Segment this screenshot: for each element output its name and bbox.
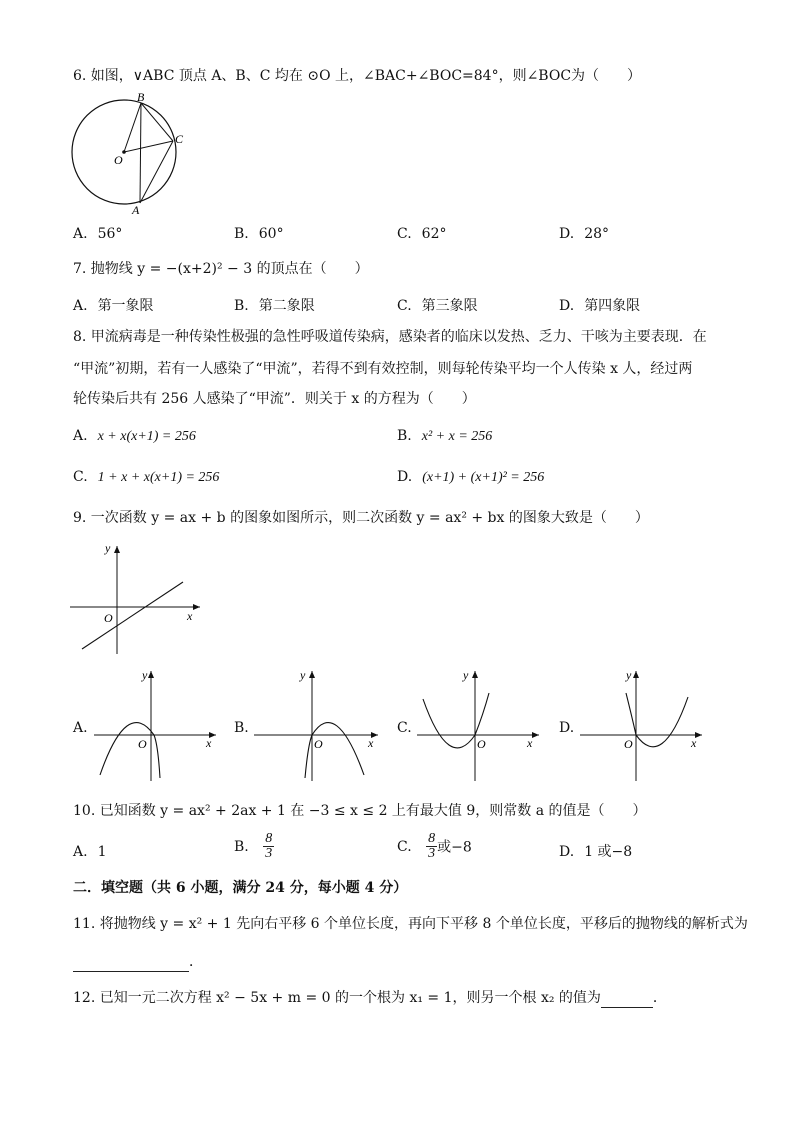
q8-option-d: D. (x+1) + (x+1)² = 256 <box>397 469 545 485</box>
x-label: x <box>691 736 697 750</box>
origin-label: O <box>104 611 113 625</box>
q10-option-d: D. 1 或−8 <box>559 844 633 860</box>
segment-ob <box>124 103 141 152</box>
q9-option-a-graph <box>90 665 220 783</box>
q7-option-d: D. 第四象限 <box>559 298 641 314</box>
q6-option-d: D. 28° <box>559 226 610 242</box>
y-label: y <box>142 668 148 682</box>
q7-stem: 7. 抛物线 y = −(x+2)² − 3 的顶点在（ ） <box>73 261 369 277</box>
q8-line-3: 轮传染后共有 256 人感染了“甲流”．则关于 x 的方程为（ ） <box>73 391 476 407</box>
q9-option-a-label: A. <box>73 720 88 736</box>
q11-answer-blank[interactable] <box>73 957 189 972</box>
label-c: C <box>175 132 184 146</box>
q8-option-c: C. 1 + x + x(x+1) = 256 <box>73 469 220 485</box>
q7-option-c: C. 第三象限 <box>397 298 478 314</box>
y-label: y <box>626 668 632 682</box>
q8-option-b: B. x² + x = 256 <box>397 428 493 444</box>
origin-label: O <box>477 737 486 751</box>
q10-option-b: B. $\frac{8}{3}$ <box>234 831 273 861</box>
x-label: x <box>368 736 374 750</box>
q7-option-b: B. 第二象限 <box>234 298 315 314</box>
label-b: B <box>137 90 145 104</box>
q6-option-b: B. 60° <box>234 226 284 242</box>
q11-stem: 11. 将抛物线 y = x² + 1 先向右平移 6 个单位长度，再向下平移 8 个单位长度，平移后的抛物线的解析式为 <box>73 916 748 932</box>
q9-option-c-label: C. <box>397 720 412 736</box>
label-o: O <box>114 153 123 167</box>
q8-line-1: 8. 甲流病毒是一种传染性极强的急性呼吸道传染病，感染者的临床以发热、乏力、干咳为主要表现．在 <box>73 329 707 345</box>
x-label: x <box>206 736 212 750</box>
q9-stem: 9. 一次函数 y = ax + b 的图象如图所示，则二次函数 y = ax² + bx 的图象大致是（ ） <box>73 510 649 526</box>
segment-ca <box>140 141 173 203</box>
q9-option-b-label: B. <box>234 720 249 736</box>
q10-option-a: A. 1 <box>73 844 107 860</box>
q9-option-d-label: D. <box>559 720 575 736</box>
q6-option-a: A. 56° <box>73 226 123 242</box>
q8-line-2: “甲流”初期，若有一人感染了“甲流”，若得不到有效控制，则每轮传染平均一个人传染 x 人，经过两 <box>73 361 693 377</box>
label-a: A <box>132 203 140 217</box>
q6-circle-figure <box>70 90 190 220</box>
q8-option-a: A. x + x(x+1) = 256 <box>73 428 196 444</box>
segment-oc <box>124 141 173 152</box>
section-2-title: 二．填空题（共 6 小题，满分 24 分，每小题 4 分） <box>73 880 408 896</box>
origin-label: O <box>138 737 147 751</box>
parabola-d <box>626 693 688 747</box>
q10-option-c: C. $\frac{8}{3}$ 或−8 <box>397 831 472 861</box>
q9-option-c-graph <box>413 665 543 783</box>
origin-label: O <box>314 737 323 751</box>
q9-linear-graph <box>66 540 206 658</box>
fraction-8-3: $\frac{8}{3}$ <box>265 831 273 861</box>
y-label: y <box>105 541 111 555</box>
q9-option-b-graph <box>250 665 382 783</box>
q9-option-d-graph <box>576 665 706 783</box>
x-label: x <box>527 736 533 750</box>
q12-answer-blank[interactable] <box>601 993 653 1008</box>
segment-ba <box>140 103 141 203</box>
fraction-8-3: $\frac{8}{3}$ <box>428 831 436 861</box>
center-dot <box>122 150 126 154</box>
q10-stem: 10. 已知函数 y = ax² + 2ax + 1 在 −3 ≤ x ≤ 2 上有最大值 9，则常数 a 的值是（ ） <box>73 803 647 819</box>
segment-bc <box>141 103 173 141</box>
y-label: y <box>463 668 469 682</box>
line-graph <box>82 582 183 649</box>
q11-answer-line: ． <box>73 952 203 972</box>
y-label: y <box>300 668 306 682</box>
q6-option-c: C. 62° <box>397 226 447 242</box>
origin-label: O <box>624 737 633 751</box>
q7-option-a: A. 第一象限 <box>73 298 154 314</box>
q12-stem-line: 12. 已知一元二次方程 x² − 5x + m = 0 的一个根为 x₁ = 1，则另一个根 x₂ 的值为 ． <box>73 990 667 1006</box>
q6-stem: 6. 如图，∨ABC 顶点 A、B、C 均在 ⊙O 上，∠BAC+∠BOC=84°，则∠BOC为（ ） <box>73 68 642 84</box>
x-label: x <box>187 609 193 623</box>
q12-stem: 12. 已知一元二次方程 x² − 5x + m = 0 的一个根为 x₁ = 1，则另一个根 x₂ 的值为 <box>73 990 601 1006</box>
